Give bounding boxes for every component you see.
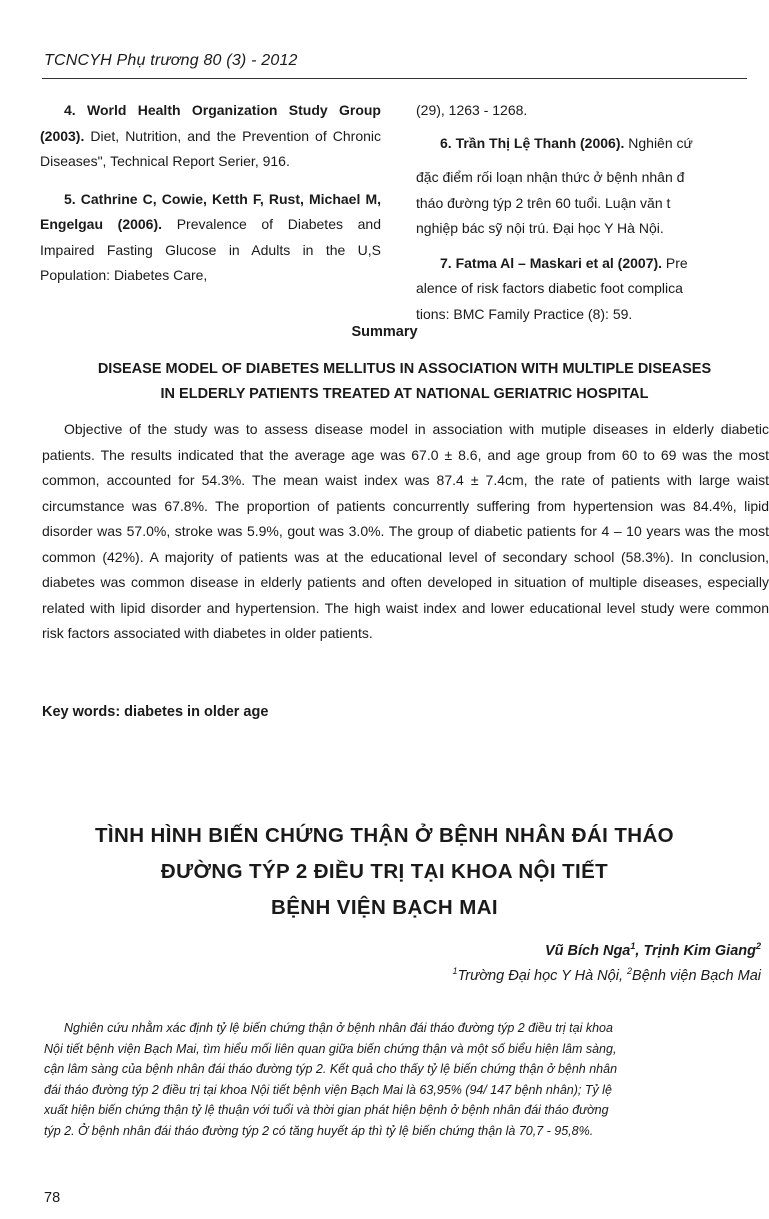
summary-title-line: IN ELDERLY PATIENTS TREATED AT NATIONAL GERIATRIC HOSPITAL [160,386,649,402]
reference-text: Diet, Nutrition, and the Prevention of Chronic Diseases", Technical Report Serier, 916. [40,127,381,169]
article-title-line: ĐƯỜNG TÝP 2 ĐIỀU TRỊ TẠI KHOA NỘI TIẾT [160,860,609,883]
abstract-line: Nghiên cứu nhằm xác định tỷ lệ biến chứng thận ở bệnh nhân đái tháo đường týp 2 điều trị tại khoa [64,1021,613,1035]
author-name: Vũ Bích Nga [544,942,631,959]
keywords: Key words: diabetes in older age [42,704,269,720]
abstract-line: týp 2. Ở bệnh nhân đái tháo đường týp 2 có tăng huyết áp thì tỷ lệ biến chứng thận là 70,7 - 95,8%. [44,1123,594,1138]
affiliation-marker: 2 [627,966,633,976]
reference-item [40,187,381,289]
summary-heading: Summary [351,324,418,340]
references-section [40,98,769,322]
reference-item [40,98,381,175]
reference-authors: 5. Cathrine C, Cowie, Ketth F, Rust, Michael M, Engelgau (2006). [40,190,381,232]
references-right-column [416,98,769,327]
reference-authors: 6. Trần Thị Lệ Thanh (2006). [440,134,625,151]
reference-line: đặc điểm rối loạn nhận thức ở bệnh nhân đ [416,169,685,185]
reference-authors: 7. Fatma Al – Maskari et al (2007). [440,254,663,271]
affiliation-marker: 1 [630,941,636,951]
summary-paragraph: Objective of the study was to assess disease model in association with mutiple diseases in elderly diabetic patients. The results indicated that the average age was 67.0 ± 8.6, and age group from 60 to 69 was the most common, accounted for 54.3%. The mean waist index was 87.4 ± 7.4cm, the rate of patients with large waist circumstance was 67.8%. The proportion of patients concurrently suffering from hypertension was 84.4%, lipid disorder was 57.0%, stroke was 5.9%, gout was 3.0%. The group of diabetic patients for 4 – 10 years was the most common (42%). A majority of patients was at the educational level of secondary school (58.3%). In conclusion, diabetes was common disease in elderly patients and often developed in situation of multiple diseases, especially related with lipid disorder and hypertension. The high waist index and lower educational level study were common risk factors associated with diabetes in older patients. [42,421,769,641]
reference-text: Nghiên cứ [624,134,693,151]
references-left-column [40,98,381,301]
affiliations [453,966,761,984]
affiliation-marker: 2 [755,941,761,951]
summary-title [40,357,769,407]
author-name: Trịnh Kim Giang [643,942,756,959]
header-rule [42,78,747,79]
reference-line: alence of risk factors diabetic foot complica [416,280,683,296]
abstract-line: Nội tiết bệnh viện Bạch Mai, tìm hiểu mối liên quan giữa biến chứng thận và một số biểu hiện lâm sàng, [44,1041,617,1056]
reference-line: tions: BMC Family Practice (8): 59. [416,305,633,322]
reference-authors: 4. World Health Organization Study Group (2003). [40,102,381,144]
article-title-line: BỆNH VIỆN BẠCH MAI [270,896,498,919]
abstract-line: xuất hiện biến chứng thận tỷ lệ thuận với tuổi và thời gian phát hiện bệnh ở bệnh nhân đái tháo đường [44,1103,609,1117]
reference-text: Pre [662,254,688,271]
running-header: TCNCYH Phụ trương 80 (3) - 2012 [44,52,298,69]
page-number: 78 [44,1190,61,1206]
reference-item [416,251,769,277]
reference-text: Prevalence of Diabetes and Impaired Fasting Glucose in Adults in the U,S Population: Diabetes Care, [40,216,381,283]
affiliation-text: Bệnh viện Bạch Mai [632,967,761,984]
abstract-line: cận lâm sàng của bệnh nhân đái tháo đường týp 2. Kết quả cho thấy tỷ lệ biến chứng thận ở bệnh nhân [44,1062,618,1076]
summary-title-line: DISEASE MODEL OF DIABETES MELLITUS IN ASSOCIATION WITH MULTIPLE DISEASES [97,361,712,377]
reference-line: nghiệp bác sỹ nội trú. Đại học Y Hà Nội. [416,220,664,236]
author-list: Vũ Bích Nga$^1$, Trịnh Kim Giang$^2$ [544,941,761,959]
article-title [0,818,769,926]
summary-abstract [42,417,769,647]
reference-line: tháo đường týp 2 trên 60 tuổi. Luận văn t [416,194,671,211]
vietnamese-abstract [44,1018,766,1141]
reference-item [416,131,769,157]
article-title-line: TÌNH HÌNH BIẾN CHỨNG THẬN Ở BỆNH NHÂN ĐÁI THÁO [94,824,675,847]
reference-continuation: (29), 1263 - 1268. [416,102,528,118]
affiliation-text: Trường Đại học Y Hà Nội, [457,967,623,984]
affiliation-marker: 1 [452,966,458,976]
abstract-line: đái tháo đường týp 2 điều trị tại khoa Nội tiết bệnh viện Bạch Mai là 63,95% (94/ 147 bệnh nhân); Tỷ lệ [44,1082,612,1097]
